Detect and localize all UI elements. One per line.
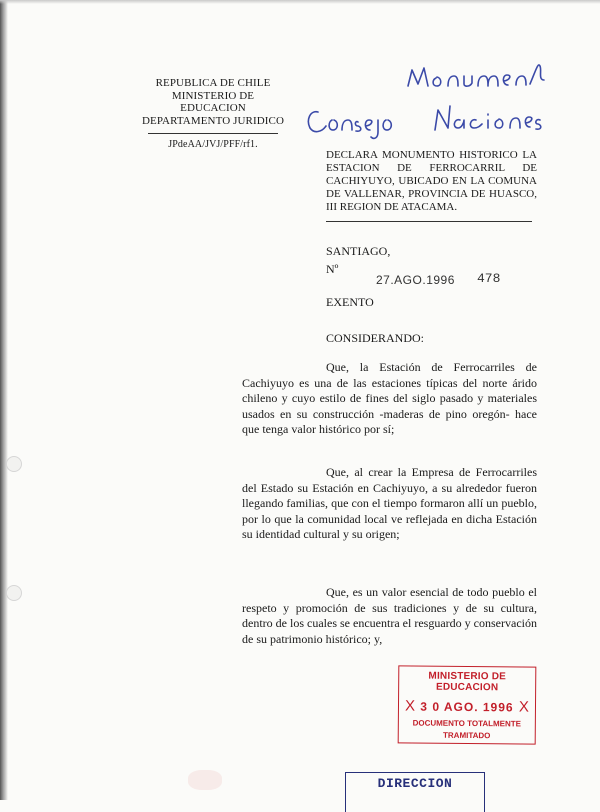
letterhead-country: REPUBLICA DE CHILE xyxy=(155,77,271,89)
subject-divider xyxy=(326,221,532,222)
paragraph-text: Que, es un valor esencial de todo pueblo el respeto y promoción de sus tradiciones y de su cultura, dentro de los cuales se encuentra el resguardo y conservación de su patrimonio histórico; y, xyxy=(242,585,537,646)
scan-top-shadow xyxy=(0,0,600,4)
letterhead xyxy=(138,77,288,152)
number-label: Nº xyxy=(326,262,339,276)
decree-date-stamp: 27.AGO.1996 xyxy=(376,273,455,287)
red-stamp-date: 3 0 AGO. 1996 xyxy=(420,699,514,715)
handwritten-annotation xyxy=(300,40,560,150)
paragraph-2 xyxy=(242,465,537,543)
letterhead-department: DEPARTAMENTO JURIDICO xyxy=(141,114,285,127)
red-stamp-x-mark: X xyxy=(404,697,416,715)
location-label: SANTIAGO, xyxy=(326,244,391,258)
paragraph-text: Que, al crear la Empresa de Ferrocarriles del Estado su Estación en Cachiyuyo, a su alrededor fueron llegando familias, que con el tiempo formaron allí un pueblo, por lo que la comunidad local ve reflejada en dicha Estación su identidad cultural y su origen; xyxy=(242,465,537,541)
reference-code: JPdeAA/JVJ/PFF/rf1. xyxy=(168,139,258,150)
direccion-blue-stamp: DIRECCION xyxy=(345,772,485,812)
letterhead-ministry: MINISTERIO DE EDUCACION xyxy=(171,89,255,114)
decree-number: 478 xyxy=(477,271,501,286)
punch-hole-icon xyxy=(6,456,22,472)
ministry-red-stamp xyxy=(398,665,537,744)
faint-stamp-smudge xyxy=(188,770,222,790)
red-stamp-status-line2: TRAMITADO xyxy=(442,730,491,741)
scan-edge-shadow xyxy=(0,0,8,800)
punch-hole-icon xyxy=(6,585,22,601)
red-stamp-x-mark: X xyxy=(518,698,530,716)
red-stamp-status-line1: DOCUMENTO TOTALMENTE xyxy=(412,718,522,729)
decree-subject: DECLARA MONUMENTO HISTORICO LA ESTACION DE FERROCARRIL DE CACHIYUYO, UBICADO EN LA COMUNA DE VALLENAR, PROVINCIA DE HUASCO, III REGION DE ATACAMA. xyxy=(326,149,537,213)
red-stamp-date-row xyxy=(399,696,535,717)
paragraph-text: Que, la Estación de Ferrocarriles de Cachiyuyo es una de las estaciones típicas del norte árido chileno y cuyo estilo de fines del siglo pasado y materiales usados en su construcción -maderas de pino oregón- hace que tenga valor histórico por sí; xyxy=(242,360,537,436)
letterhead-divider xyxy=(148,133,278,134)
paragraph-1 xyxy=(242,360,537,438)
paragraph-3 xyxy=(242,585,537,647)
red-stamp-title: MINISTERIO DE EDUCACION xyxy=(428,670,507,694)
exento-label: EXENTO xyxy=(326,295,374,309)
considerando-label: CONSIDERANDO: xyxy=(326,331,425,345)
